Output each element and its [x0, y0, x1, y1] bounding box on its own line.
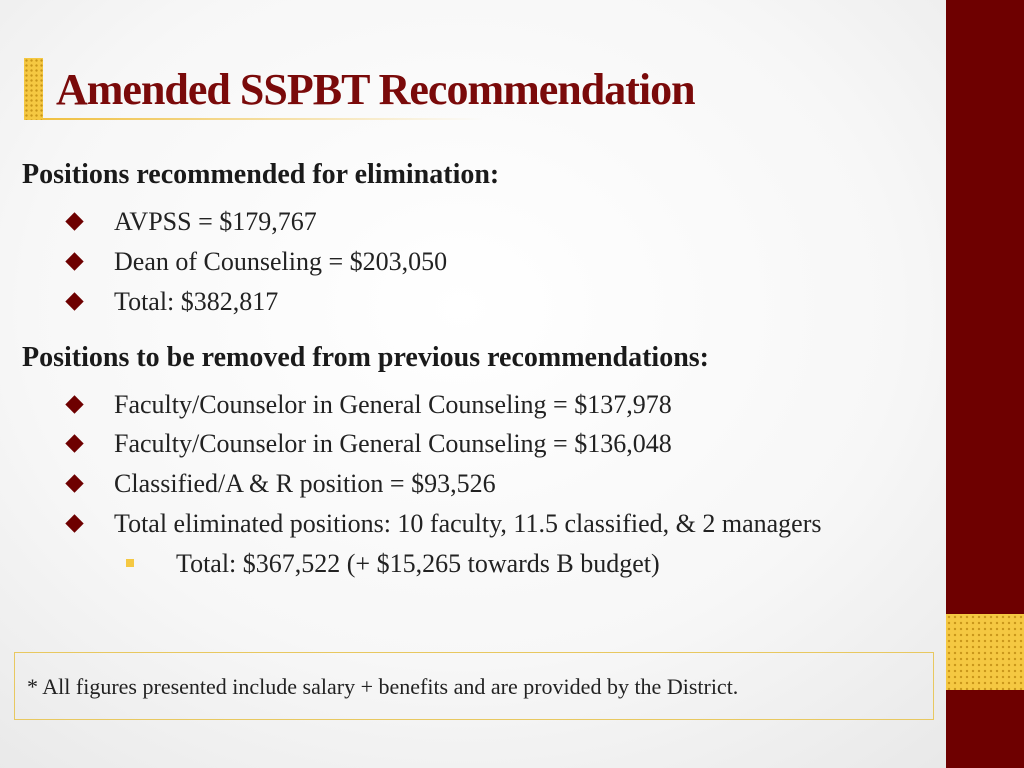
list-item: Faculty/Counselor in General Counseling = $136,048 [114, 429, 672, 458]
list-item: Classified/A & R position = $93,526 [114, 469, 496, 498]
sidebar-dotted-accent [946, 614, 1024, 690]
sub-list-item: Total: $367,522 (+ $15,265 towards B budget) [176, 549, 660, 578]
diamond-bullet-icon [65, 292, 83, 310]
section-heading-elimination: Positions recommended for elimination: [22, 159, 500, 190]
title-accent-bar [24, 58, 43, 120]
diamond-bullet-icon [65, 212, 83, 230]
list-item: Total eliminated positions: 10 faculty, 11.5 classified, & 2 managers [114, 509, 822, 538]
list-item: AVPSS = $179,767 [114, 207, 317, 236]
footnote-box [14, 652, 934, 720]
diamond-bullet-icon [65, 434, 83, 452]
footnote-text: * All figures presented include salary + benefits and are provided by the District. [27, 674, 739, 699]
list-item: Total: $382,817 [114, 287, 279, 316]
list-item: Faculty/Counselor in General Counseling = $137,978 [114, 390, 672, 419]
list-item: Dean of Counseling = $203,050 [114, 247, 448, 276]
diamond-bullet-icon [65, 514, 83, 532]
slide-title: Amended SSPBT Recommendation [56, 65, 695, 114]
diamond-bullet-icon [65, 395, 83, 413]
title-underline [43, 118, 483, 120]
diamond-bullet-icon [65, 252, 83, 270]
square-bullet-icon [126, 559, 134, 567]
diamond-bullet-icon [65, 474, 83, 492]
section-heading-removed: Positions to be removed from previous recommendations: [22, 342, 709, 373]
